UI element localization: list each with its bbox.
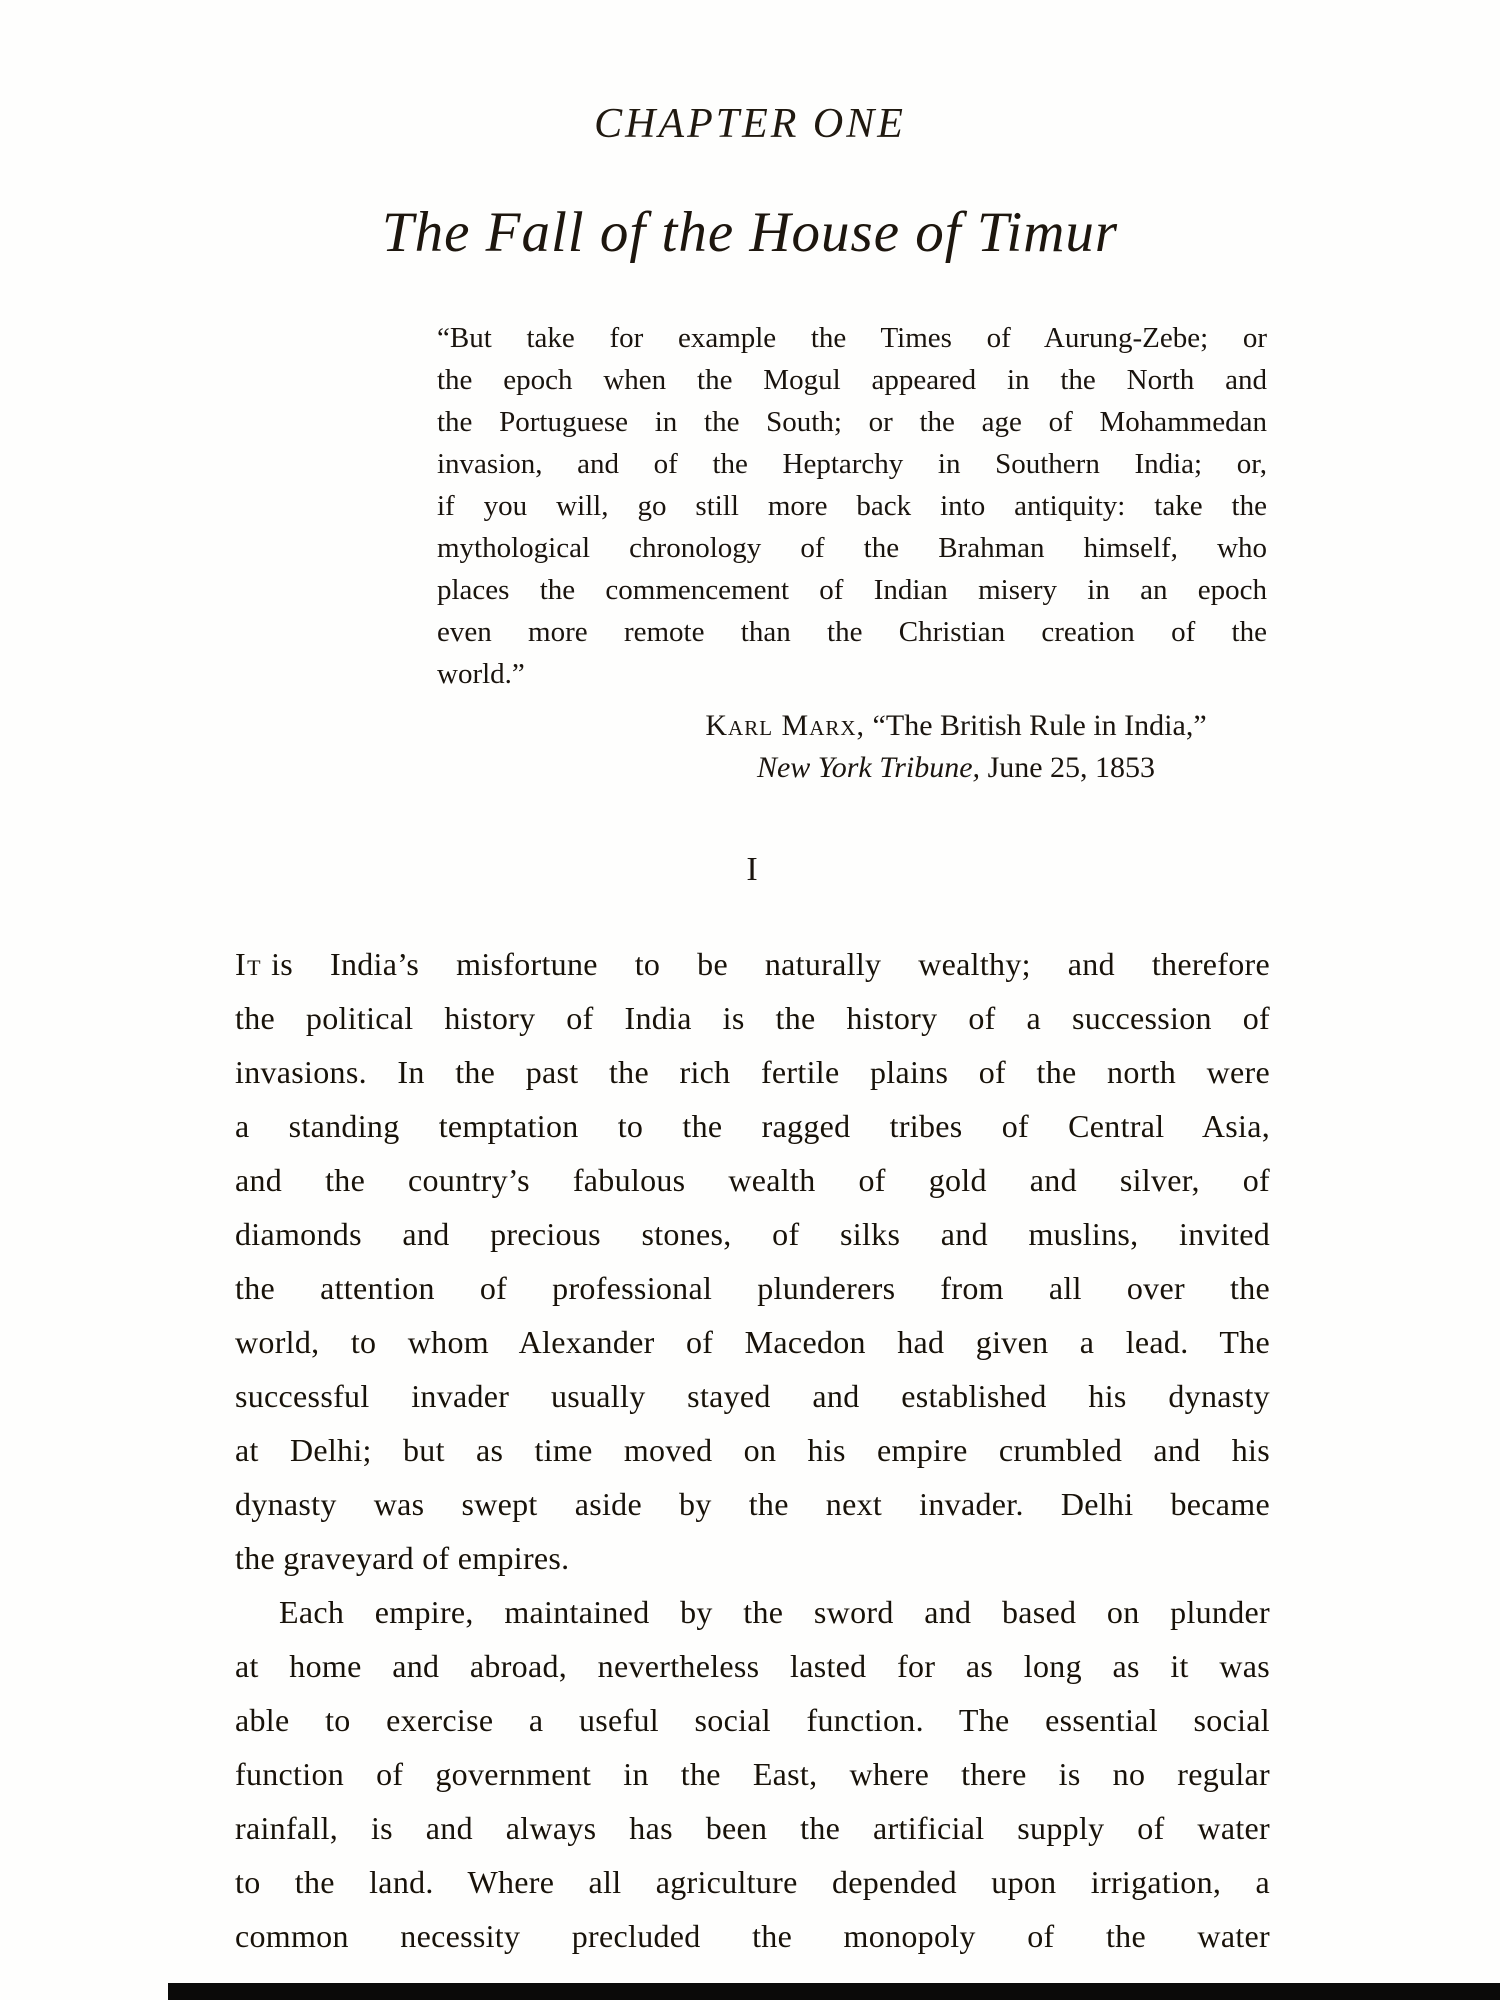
body-line: and the country’s fabulous wealth of gold and silver, of bbox=[235, 1162, 1270, 1198]
attribution-work: “The British Rule in India,” bbox=[872, 709, 1207, 742]
attribution-source-line bbox=[640, 747, 1272, 789]
body-line: Each empire, maintained by the sword and based on plunder bbox=[279, 1594, 1270, 1630]
body-line: to the land. Where all agriculture depended upon irrigation, a bbox=[235, 1864, 1270, 1900]
body-line: world, to whom Alexander of Macedon had given a lead. The bbox=[235, 1324, 1270, 1360]
body-line: dynasty was swept aside by the next invader. Delhi became bbox=[235, 1486, 1270, 1522]
body-line: the attention of professional plunderers from all over the bbox=[235, 1270, 1270, 1306]
body-line: able to exercise a useful social function. The essential social bbox=[235, 1702, 1270, 1738]
body-text bbox=[235, 937, 1270, 1963]
body-line: at home and abroad, nevertheless lasted for as long as it was bbox=[235, 1648, 1270, 1684]
epigraph-line: “But take for example the Times of Aurung-Zebe; or bbox=[437, 322, 1267, 354]
epigraph-line: mythological chronology of the Brahman himself, who bbox=[437, 532, 1267, 564]
attribution-author: Karl Marx, bbox=[705, 709, 866, 742]
section-number: I bbox=[746, 851, 759, 888]
body-line: function of government in the East, where there is no regular bbox=[235, 1756, 1270, 1792]
body-line: diamonds and precious stones, of silks and muslins, invited bbox=[235, 1216, 1270, 1252]
attribution-publication: New York Tribune, bbox=[756, 751, 981, 784]
attribution-author-line bbox=[640, 705, 1272, 747]
body-line: rainfall, is and always has been the artificial supply of water bbox=[235, 1810, 1270, 1846]
epigraph-line: if you will, go still more back into antiquity: take the bbox=[437, 490, 1267, 522]
epigraph-line: the epoch when the Mogul appeared in the North and bbox=[437, 364, 1267, 396]
body-line: invasions. In the past the rich fertile plains of the north were bbox=[235, 1054, 1270, 1090]
epigraph-line: world.” bbox=[437, 658, 525, 690]
epigraph-line: invasion, and of the Heptarchy in Southern India; or, bbox=[437, 448, 1267, 480]
epigraph-line: places the commencement of Indian misery in an epoch bbox=[437, 574, 1267, 606]
body-line: at Delhi; but as time moved on his empire crumbled and his bbox=[235, 1432, 1270, 1468]
body-line: successful invader usually stayed and established his dynasty bbox=[235, 1378, 1270, 1414]
body-line-text: is India’s misfortune to be naturally wealthy; and therefore bbox=[271, 946, 1270, 982]
attribution-date: June 25, 1853 bbox=[987, 751, 1156, 784]
body-line: the graveyard of empires. bbox=[235, 1540, 570, 1576]
epigraph-attribution bbox=[640, 705, 1272, 789]
chapter-title: The Fall of the House of Timur bbox=[381, 201, 1119, 264]
body-line: a standing temptation to the ragged tribes of Central Asia, bbox=[235, 1108, 1270, 1144]
body-line bbox=[235, 937, 1270, 991]
paragraph-2 bbox=[235, 1585, 1270, 1963]
paragraph-lead: It bbox=[235, 946, 263, 982]
paragraph-1 bbox=[235, 937, 1270, 1585]
body-line: common necessity precluded the monopoly of the water bbox=[235, 1918, 1270, 1954]
body-line: the political history of India is the history of a succession of bbox=[235, 1000, 1270, 1036]
epigraph-quote bbox=[437, 317, 1267, 695]
epigraph-line: even more remote than the Christian creation of the bbox=[437, 616, 1267, 648]
scan-artifact-bar bbox=[168, 1983, 1500, 2000]
epigraph-line: the Portuguese in the South; or the age of Mohammedan bbox=[437, 406, 1267, 438]
chapter-heading: CHAPTER ONE bbox=[594, 101, 906, 147]
